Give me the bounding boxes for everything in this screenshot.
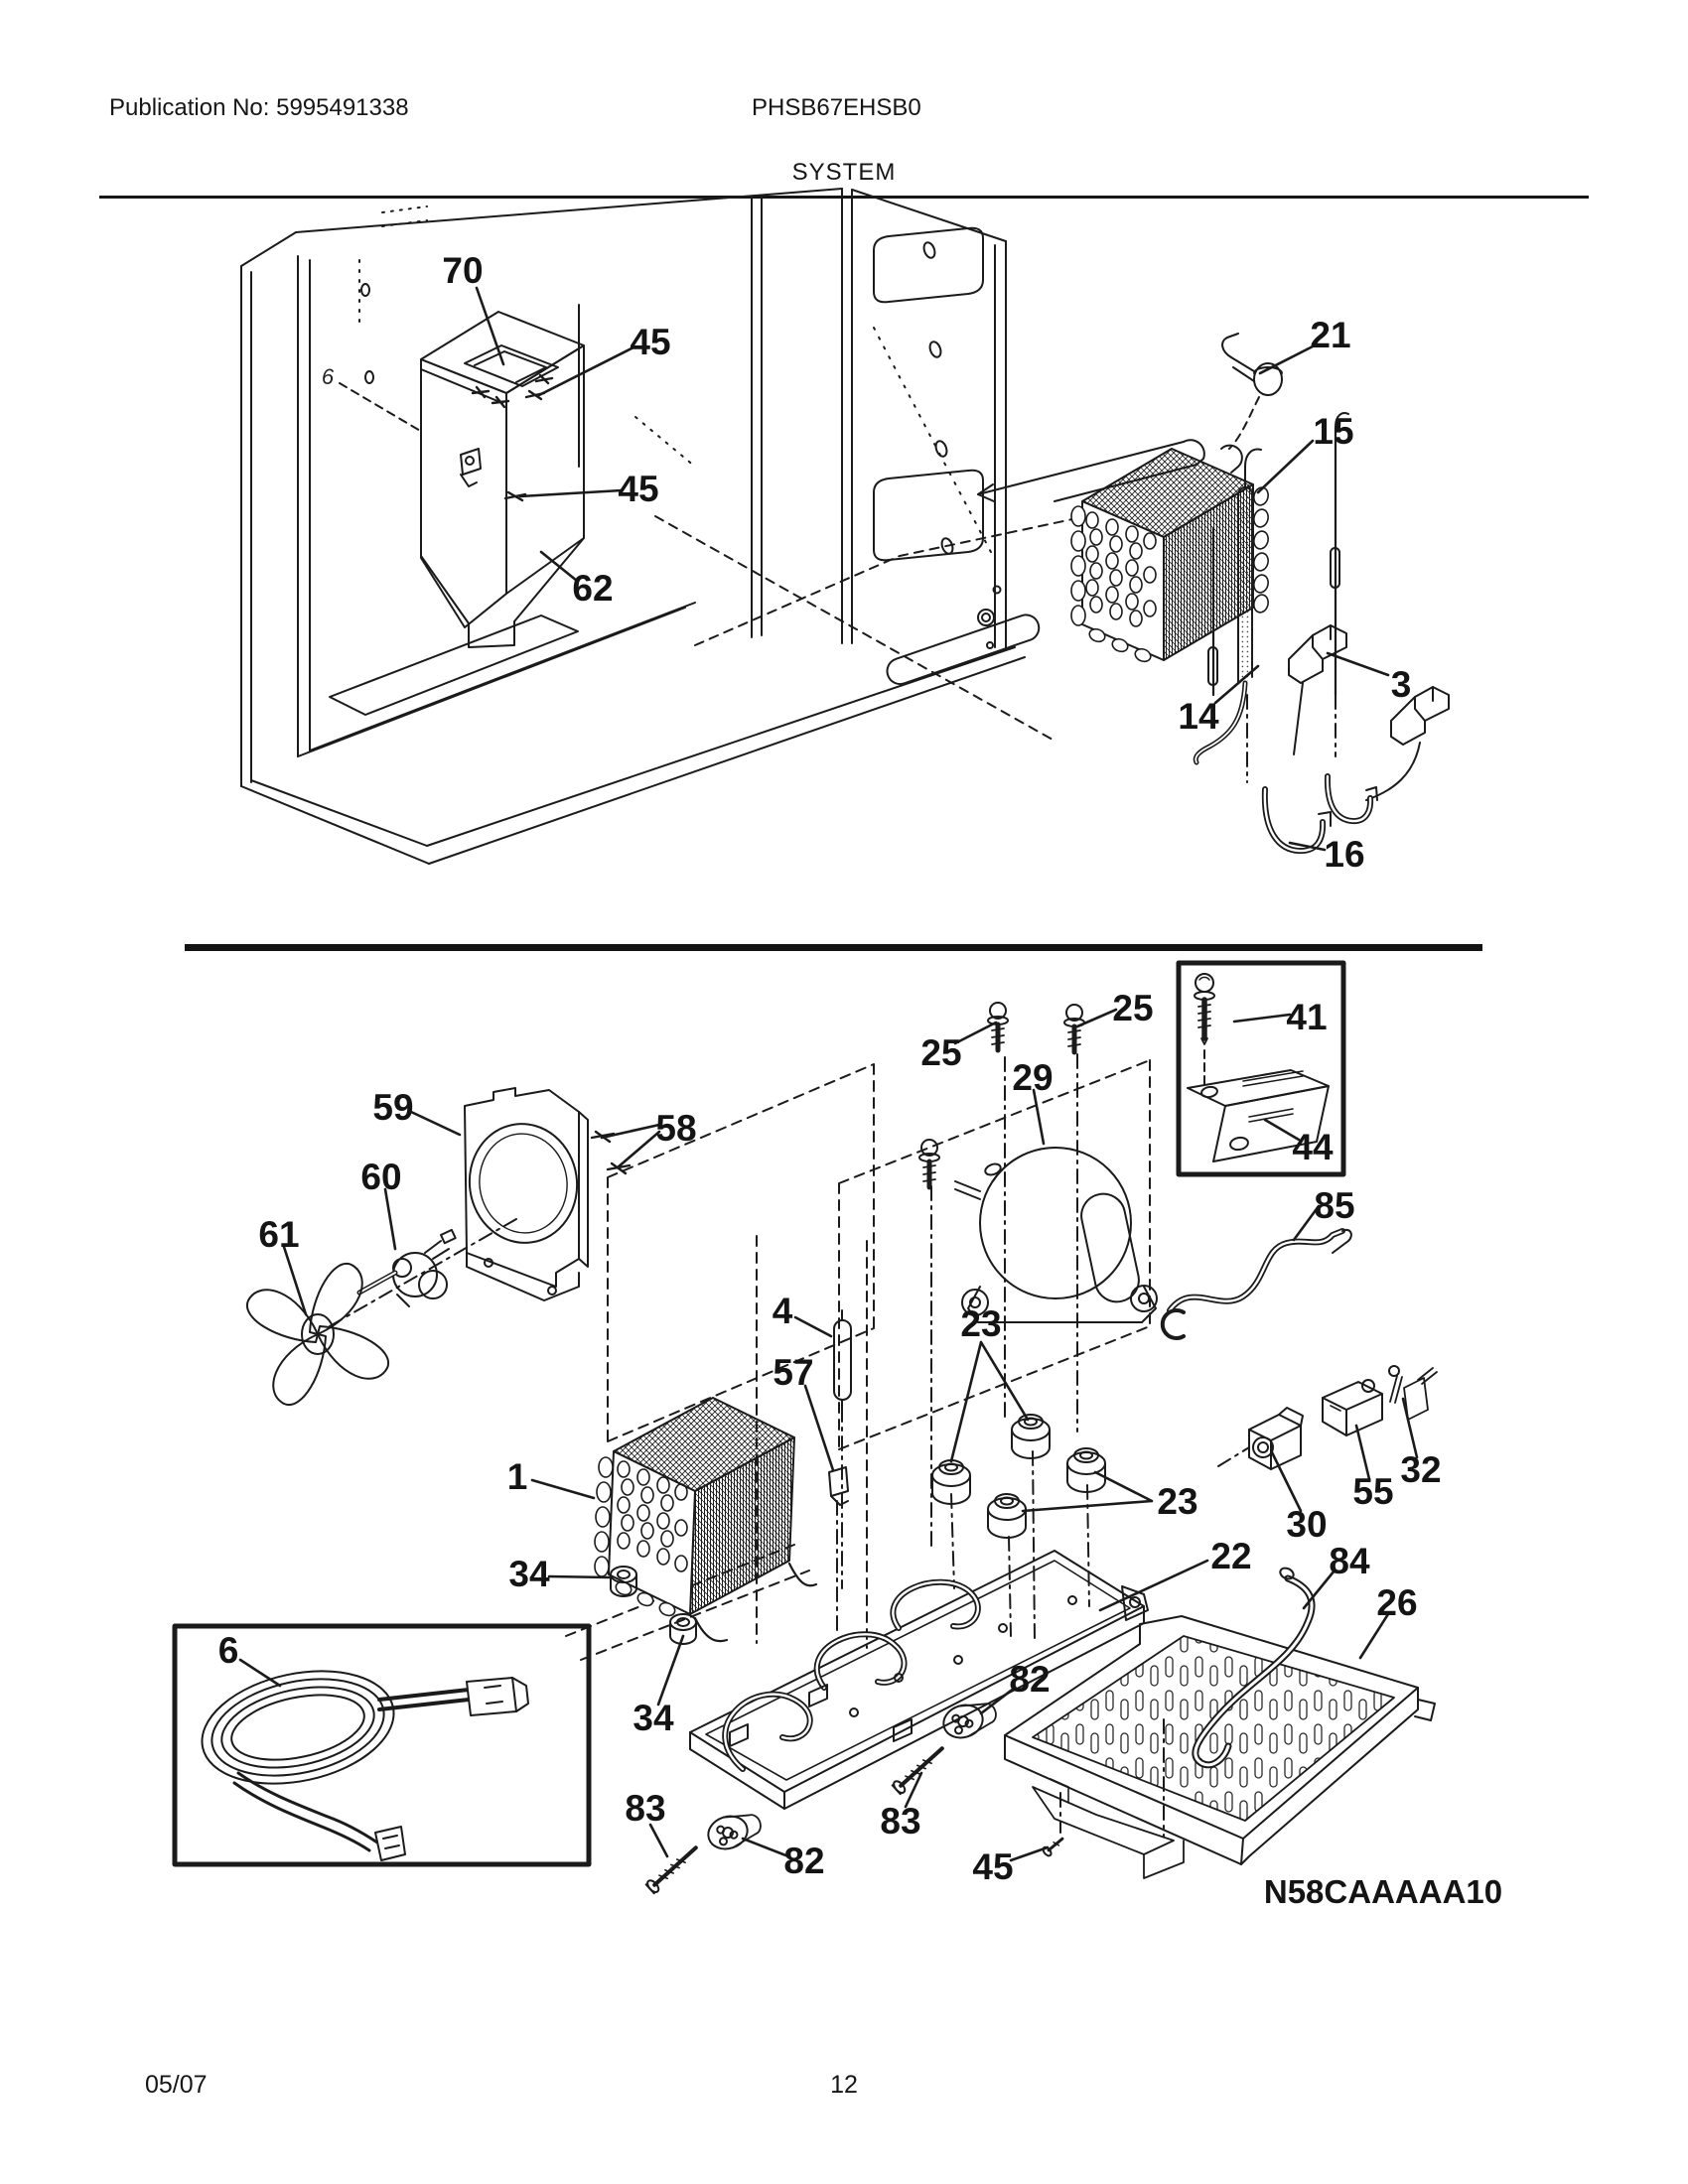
part-label-44: 44 (1292, 1127, 1334, 1167)
model-number: PHSB67EHSB0 (752, 94, 921, 121)
part-label-57: 57 (773, 1352, 814, 1393)
part-label-15: 15 (1313, 411, 1354, 452)
condenser-coil-drawing (595, 1398, 816, 1641)
part-label-23-2: 23 (1157, 1481, 1198, 1522)
screw-45-drawing (1042, 1835, 1065, 1856)
top-diagram (241, 189, 1449, 875)
drier-4-drawing (834, 1310, 851, 1408)
tube-clips-drawing (1289, 625, 1449, 800)
part-label-59: 59 (372, 1087, 414, 1128)
bottom-diagram (175, 963, 1502, 1910)
part-label-45-top-2: 45 (618, 469, 659, 509)
fan-motor-drawing (359, 1230, 456, 1306)
relay-box-55-drawing (1323, 1380, 1382, 1435)
part-label-23-1: 23 (960, 1303, 1002, 1344)
part-label-30: 30 (1286, 1504, 1328, 1545)
part-label-32: 32 (1400, 1449, 1442, 1490)
part-label-82-1: 82 (1009, 1659, 1051, 1700)
part-label-83-1: 83 (880, 1801, 921, 1842)
refrigerator-cabinet-drawing (241, 189, 1077, 864)
part-label-26: 26 (1376, 1582, 1418, 1623)
screw-58-drawings (592, 1132, 630, 1173)
part-label-25-2: 25 (1112, 988, 1154, 1028)
part-label-16: 16 (1324, 834, 1365, 875)
part-label-21: 21 (1310, 315, 1351, 355)
part-label-82-2: 82 (783, 1841, 825, 1881)
part-label-25-1: 25 (920, 1032, 962, 1073)
fan-shroud-drawing (462, 1088, 588, 1300)
part-label-3: 3 (1390, 664, 1412, 705)
terminal-bracket-32-drawing (1389, 1366, 1437, 1420)
clip-57-drawing (829, 1467, 848, 1505)
publication-number: Publication No: 5995491338 (109, 94, 409, 121)
part-label-4: 4 (772, 1291, 793, 1331)
part-label-45-bottom: 45 (972, 1846, 1014, 1887)
receiver-tube-drawing (1222, 334, 1282, 449)
part-label-45-top-1: 45 (630, 322, 671, 362)
part-label-70: 70 (442, 250, 484, 291)
wire-harness-drawing (1163, 1230, 1351, 1338)
part-label-6-top: 6 (321, 364, 335, 389)
part-label-29: 29 (1012, 1057, 1054, 1098)
part-label-60: 60 (360, 1157, 402, 1197)
part-label-84: 84 (1329, 1541, 1370, 1581)
diagram-code: N58CAAAAA10 (1263, 1873, 1503, 1910)
footer-date-code: 05/07 (145, 2071, 208, 2099)
fan-blade-drawing (247, 1264, 388, 1405)
part-label-6: 6 (217, 1630, 239, 1671)
compressor-drawing (955, 1148, 1157, 1322)
part-label-22: 22 (1210, 1536, 1252, 1576)
part-label-34-2: 34 (633, 1698, 674, 1738)
part-label-83-2: 83 (625, 1788, 666, 1829)
part-label-1: 1 (506, 1456, 528, 1497)
part-label-61: 61 (258, 1214, 300, 1255)
part-label-62: 62 (572, 568, 614, 609)
part-label-58: 58 (655, 1108, 697, 1149)
part-label-41: 41 (1286, 997, 1328, 1037)
section-title: SYSTEM (791, 159, 897, 186)
drain-pan-drawing (1005, 1616, 1435, 1878)
part-label-55: 55 (1352, 1471, 1394, 1512)
part-label-14: 14 (1178, 696, 1219, 737)
part-label-34-1: 34 (508, 1554, 550, 1594)
part-label-85: 85 (1314, 1185, 1355, 1226)
footer-page-number: 12 (830, 2071, 858, 2099)
